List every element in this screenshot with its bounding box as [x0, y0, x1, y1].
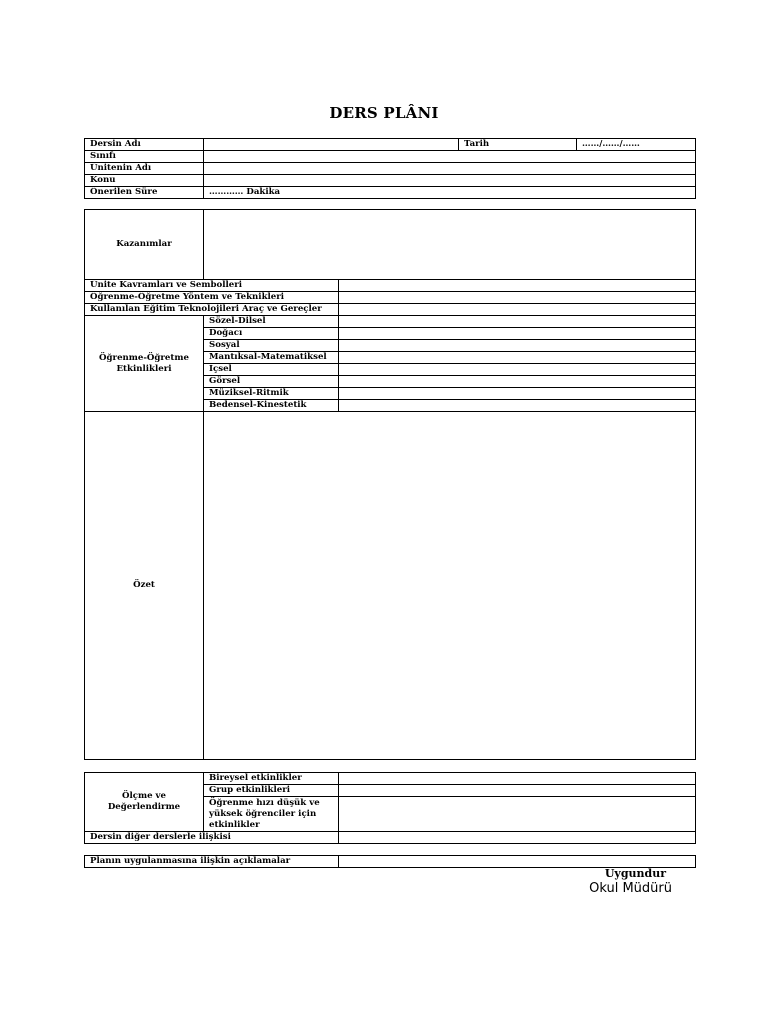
ozet-label: Özet [85, 412, 204, 760]
egitim-teknolojileri-field[interactable] [339, 304, 696, 316]
bireysel-etkinlikler-field[interactable] [339, 773, 696, 785]
unite-adi-field[interactable] [204, 163, 696, 175]
diger-dersler-label: Dersin diğer derslerle ilişkisi [85, 832, 339, 844]
etkinlik-mantiksal-field[interactable] [339, 352, 696, 364]
etkinlik-mantiksal: Mantıksal-Matematiksel [204, 352, 339, 364]
header-table [84, 138, 696, 199]
dersin-adi-label: Dersin Adı [85, 139, 204, 151]
kazanimlar-field[interactable] [204, 210, 696, 280]
olcme-label: Ölçme ve Değerlendirme [85, 773, 204, 832]
uygundur-label: Uygundur [604, 867, 666, 880]
bireysel-etkinlikler: Bireysel etkinlikler [204, 773, 339, 785]
onerilen-sure-field[interactable]: ………… Dakika [204, 187, 696, 199]
tarih-label: Tarih [459, 139, 577, 151]
yontem-teknikler-field[interactable] [339, 292, 696, 304]
olcme-table [84, 772, 696, 844]
etkinlik-bedensel: Bedensel-Kinestetik [204, 400, 339, 412]
etkinlik-dogaci-field[interactable] [339, 328, 696, 340]
sinifi-field[interactable] [204, 151, 696, 163]
main-table [84, 209, 696, 760]
etkinlik-sozel-dilsel: Sözel-Dilsel [204, 316, 339, 328]
etkinlik-sosyal-field[interactable] [339, 340, 696, 352]
diger-dersler-field[interactable] [339, 832, 696, 844]
onerilen-sure-label: Önerilen Süre [85, 187, 204, 199]
page-title: DERS PLÂNI [329, 104, 439, 122]
okul-muduru-label: Okul Müdürü [589, 881, 672, 896]
sinifi-label: Sınıfı [85, 151, 204, 163]
kazanimlar-label: Kazanımlar [85, 210, 204, 280]
grup-etkinlikleri: Grup etkinlikleri [204, 785, 339, 797]
egitim-teknolojileri-label: Kullanılan Eğitim Teknolojileri Araç ve Gereçler [85, 304, 339, 316]
konu-field[interactable] [204, 175, 696, 187]
ozet-field[interactable] [204, 412, 696, 760]
plan-aciklama-field[interactable] [339, 856, 696, 868]
etkinlikler-label: Öğrenme-Öğretme Etkinlikleri [85, 316, 204, 412]
etkinlik-muziksel: Müziksel-Ritmik [204, 388, 339, 400]
etkinlik-gorsel-field[interactable] [339, 376, 696, 388]
unite-kavramlari-label: Ünite Kavramları ve Sembolleri [85, 280, 339, 292]
etkinlik-icsel-field[interactable] [339, 364, 696, 376]
tarih-field[interactable]: ……/……/…… [577, 139, 696, 151]
grup-etkinlikleri-field[interactable] [339, 785, 696, 797]
unite-kavramlari-field[interactable] [339, 280, 696, 292]
plan-aciklama-label: Planın uygulanmasına ilişkin açıklamalar [85, 856, 339, 868]
etkinlik-sosyal: Sosyal [204, 340, 339, 352]
etkinlik-icsel: İçsel [204, 364, 339, 376]
etkinlik-gorsel: Görsel [204, 376, 339, 388]
ogrenme-hizi-etkinlikler-field[interactable] [339, 797, 696, 832]
etkinlik-bedensel-field[interactable] [339, 400, 696, 412]
konu-label: Konu [85, 175, 204, 187]
ogrenme-hizi-etkinlikler: Öğrenme hızı düşük ve yüksek öğrenciler için etkinlikler [204, 797, 339, 832]
unite-adi-label: Ünitenin Adı [85, 163, 204, 175]
etkinlik-muziksel-field[interactable] [339, 388, 696, 400]
etkinlik-sozel-dilsel-field[interactable] [339, 316, 696, 328]
dersin-adi-field[interactable] [204, 139, 459, 151]
etkinlik-dogaci: Doğacı [204, 328, 339, 340]
yontem-teknikler-label: Öğrenme-Öğretme Yöntem ve Teknikleri [85, 292, 339, 304]
